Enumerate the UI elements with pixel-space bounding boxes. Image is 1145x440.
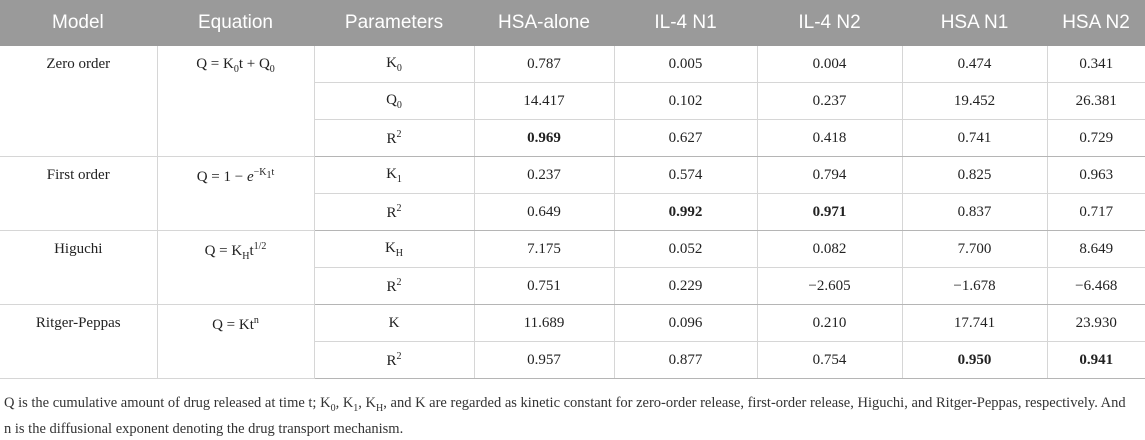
table-row [0, 231, 1145, 268]
value-cell: 7.700 [902, 231, 1047, 268]
equation-cell: $Q = 1 - e^{-K_1t}$ [157, 157, 314, 231]
header-model: Model [0, 0, 157, 46]
value-cell: 0.794 [757, 157, 902, 194]
param-cell: $R^2$ [314, 120, 474, 157]
equation-cell: $Q = K_Ht^{1/2}$ [157, 231, 314, 305]
value-cell: 0.963 [1047, 157, 1145, 194]
table-body [0, 46, 1145, 379]
value-cell: 0.969 [474, 120, 614, 157]
value-cell: 0.992 [614, 194, 757, 231]
header-hsa-alone: HSA-alone [474, 0, 614, 46]
value-cell: 0.005 [614, 46, 757, 83]
table-row [0, 157, 1145, 194]
param-cell: $K_0$ [314, 46, 474, 83]
value-cell: 0.877 [614, 342, 757, 379]
value-cell: 23.930 [1047, 305, 1145, 342]
value-cell: 0.082 [757, 231, 902, 268]
value-cell: 0.574 [614, 157, 757, 194]
param-cell: $K_H$ [314, 231, 474, 268]
value-cell: 11.689 [474, 305, 614, 342]
value-cell: 0.754 [757, 342, 902, 379]
equation-cell: $Q = Kt^n$ [157, 305, 314, 379]
model-cell: Higuchi [0, 231, 157, 305]
value-cell: 0.825 [902, 157, 1047, 194]
value-cell: −2.605 [757, 268, 902, 305]
value-cell: 0.341 [1047, 46, 1145, 83]
param-cell: $R^2$ [314, 342, 474, 379]
header-il4-n1: IL-4 N1 [614, 0, 757, 46]
param-cell: $R^2$ [314, 268, 474, 305]
value-cell: 0.971 [757, 194, 902, 231]
value-cell: 0.096 [614, 305, 757, 342]
value-cell: 0.787 [474, 46, 614, 83]
header-equation: Equation [157, 0, 314, 46]
value-cell: 0.717 [1047, 194, 1145, 231]
table-row [0, 305, 1145, 342]
value-cell: 26.381 [1047, 83, 1145, 120]
value-cell: 14.417 [474, 83, 614, 120]
value-cell: 0.237 [474, 157, 614, 194]
value-cell: −6.468 [1047, 268, 1145, 305]
value-cell: 0.957 [474, 342, 614, 379]
value-cell: 0.627 [614, 120, 757, 157]
param-cell: $Q_0$ [314, 83, 474, 120]
header-hsa-n2: HSA N2 [1047, 0, 1145, 46]
value-cell: 0.649 [474, 194, 614, 231]
value-cell: 0.837 [902, 194, 1047, 231]
model-cell: Zero order [0, 46, 157, 157]
value-cell: 0.418 [757, 120, 902, 157]
value-cell: 0.237 [757, 83, 902, 120]
value-cell: 0.052 [614, 231, 757, 268]
value-cell: 8.649 [1047, 231, 1145, 268]
value-cell: 0.229 [614, 268, 757, 305]
model-cell: Ritger-Peppas [0, 305, 157, 379]
header-row [0, 0, 1145, 46]
value-cell: 0.474 [902, 46, 1047, 83]
value-cell: 0.729 [1047, 120, 1145, 157]
value-cell: 0.950 [902, 342, 1047, 379]
table-row [0, 46, 1145, 83]
header-parameters: Parameters [314, 0, 474, 46]
header-il4-n2: IL-4 N2 [757, 0, 902, 46]
param-cell: $K_1$ [314, 157, 474, 194]
value-cell: 0.741 [902, 120, 1047, 157]
equation-cell: $Q = K_0t + Q_0$ [157, 46, 314, 157]
header-hsa-n1: HSA N1 [902, 0, 1047, 46]
param-cell: $R^2$ [314, 194, 474, 231]
value-cell: 0.102 [614, 83, 757, 120]
value-cell: 19.452 [902, 83, 1047, 120]
value-cell: 7.175 [474, 231, 614, 268]
value-cell: −1.678 [902, 268, 1047, 305]
param-cell: K [314, 305, 474, 342]
value-cell: 0.004 [757, 46, 902, 83]
model-cell: First order [0, 157, 157, 231]
table-footnote: Q is the cumulative amount of drug released at time t; $K_0$, $K_1$, $K_H$, and K are regarded as kinetic constant for zero-order release, first-order release, Higuchi, and Ritger-Peppas, respectively. And n is the diffusional exponent denoting the drug transport mechanism. [4, 395, 1126, 437]
value-cell: 17.741 [902, 305, 1047, 342]
value-cell: 0.941 [1047, 342, 1145, 379]
value-cell: 0.751 [474, 268, 614, 305]
value-cell: 0.210 [757, 305, 902, 342]
